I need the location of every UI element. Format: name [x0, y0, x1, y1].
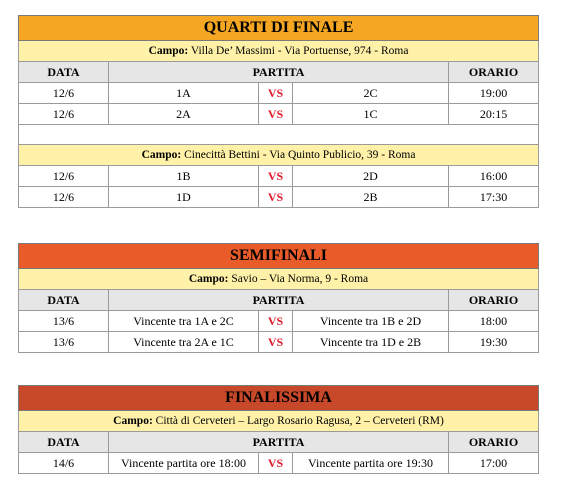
match-date: 14/6	[19, 453, 109, 474]
semi-table	[18, 243, 539, 353]
match-team-1: 1D	[109, 187, 259, 208]
campo-label: Campo:	[148, 45, 189, 57]
semi-section	[18, 243, 538, 353]
match-time: 18:00	[449, 311, 539, 332]
finale-campo	[19, 411, 539, 432]
match-date: 13/6	[19, 311, 109, 332]
vs-label: VS	[259, 104, 293, 125]
header-data: DATA	[19, 432, 109, 453]
spacer-row	[19, 125, 539, 145]
vs-label: VS	[259, 166, 293, 187]
match-time: 20:15	[449, 104, 539, 125]
quarti-section	[18, 15, 538, 208]
vs-label: VS	[259, 311, 293, 332]
header-partita: PARTITA	[109, 290, 449, 311]
header-data: DATA	[19, 290, 109, 311]
header-orario: ORARIO	[449, 290, 539, 311]
match-team-1: 2A	[109, 104, 259, 125]
finale-section	[18, 385, 538, 474]
semi-campo	[19, 269, 539, 290]
header-data: DATA	[19, 62, 109, 83]
match-row	[19, 187, 539, 208]
campo-label: Campo:	[188, 273, 229, 285]
match-time: 19:30	[449, 332, 539, 353]
vs-label: VS	[259, 332, 293, 353]
match-row	[19, 83, 539, 104]
match-time: 19:00	[449, 83, 539, 104]
quarti-table	[18, 15, 539, 208]
campo-value: Villa De’ Massimi - Via Portuense, 974 - Roma	[188, 45, 409, 57]
header-orario: ORARIO	[449, 432, 539, 453]
match-team-1: 1B	[109, 166, 259, 187]
match-row	[19, 453, 539, 474]
quarti-campo-1	[19, 41, 539, 62]
campo-label: Campo:	[113, 415, 153, 427]
campo-value: Savio – Via Norma, 9 - Roma	[228, 273, 369, 285]
match-team-2: 2B	[293, 187, 449, 208]
match-team-2: 2D	[293, 166, 449, 187]
match-row	[19, 332, 539, 353]
quarti-campo-2	[19, 145, 539, 166]
match-team-2: 1C	[293, 104, 449, 125]
match-date: 12/6	[19, 166, 109, 187]
match-time: 16:00	[449, 166, 539, 187]
vs-label: VS	[259, 83, 293, 104]
semi-title: SEMIFINALI	[19, 244, 539, 269]
match-team-2: 2C	[293, 83, 449, 104]
match-team-2: Vincente tra 1D e 2B	[293, 332, 449, 353]
match-time: 17:00	[449, 453, 539, 474]
match-date: 13/6	[19, 332, 109, 353]
match-team-2: Vincente partita ore 19:30	[293, 453, 449, 474]
match-team-1: 1A	[109, 83, 259, 104]
vs-label: VS	[259, 453, 293, 474]
header-partita: PARTITA	[109, 432, 449, 453]
match-row	[19, 311, 539, 332]
match-team-1: Vincente partita ore 18:00	[109, 453, 259, 474]
match-date: 12/6	[19, 83, 109, 104]
match-row	[19, 166, 539, 187]
campo-label: Campo:	[141, 149, 182, 161]
quarti-title: QUARTI DI FINALE	[19, 16, 539, 41]
campo-value: Cinecittà Bettini - Via Quinto Publicio, 39 - Roma	[181, 149, 416, 161]
match-team-1: Vincente tra 1A e 2C	[109, 311, 259, 332]
header-partita: PARTITA	[109, 62, 449, 83]
match-date: 12/6	[19, 104, 109, 125]
finale-title: FINALISSIMA	[19, 386, 539, 411]
match-team-2: Vincente tra 1B e 2D	[293, 311, 449, 332]
finale-table	[18, 385, 539, 474]
match-date: 12/6	[19, 187, 109, 208]
campo-value: Città di Cerveteri – Largo Rosario Ragusa, 2 – Cerveteri (RM)	[152, 415, 444, 427]
header-orario: ORARIO	[449, 62, 539, 83]
match-team-1: Vincente tra 2A e 1C	[109, 332, 259, 353]
vs-label: VS	[259, 187, 293, 208]
match-time: 17:30	[449, 187, 539, 208]
match-row	[19, 104, 539, 125]
